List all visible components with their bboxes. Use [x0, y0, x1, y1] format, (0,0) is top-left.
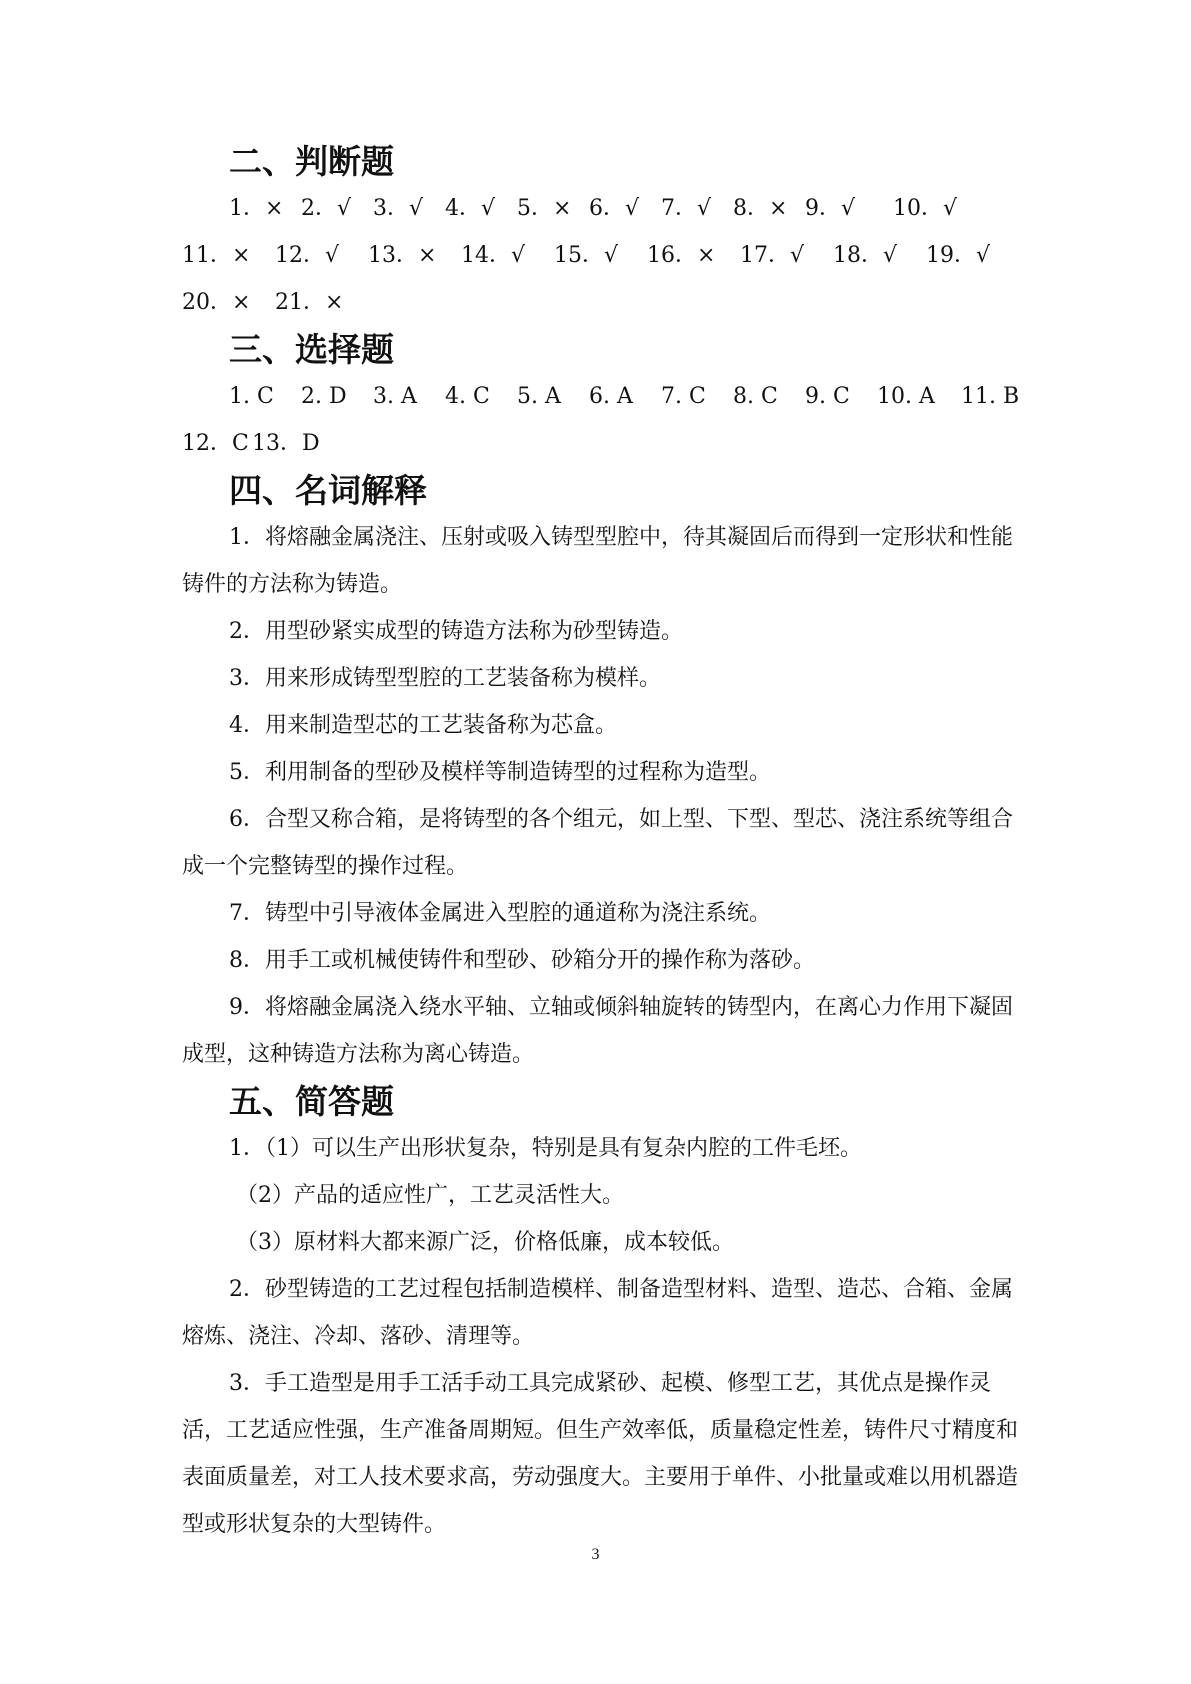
answer-cell: 12．C	[182, 431, 249, 456]
answer-cell: 14．√	[461, 243, 526, 268]
answer-cell: 18．√	[833, 243, 898, 268]
answer-cell: 20．×	[182, 290, 251, 315]
answer-cell: 2．√	[301, 196, 352, 221]
answer-cell: 1. C	[229, 384, 274, 409]
answer-cell: 19．√	[926, 243, 991, 268]
short-answer-2: 2．砂型铸造的工艺过程包括制造模样、制备造型材料、造型、造芯、合箱、金属熔炼、浇注、冷却、落砂、清理等。	[182, 1277, 1013, 1349]
answer-cell: 2. D	[301, 384, 347, 409]
section-heading-judgment: 二、判断题	[229, 142, 394, 181]
answer-row	[182, 279, 1022, 326]
answer-cell: 8．×	[733, 196, 788, 221]
answer-row	[182, 185, 1022, 232]
term-definition: 9．将熔融金属浇入绕水平轴、立轴或倾斜轴旋转的铸型内，在离心力作用下凝固成型，这种铸造方法称为离心铸造。	[182, 995, 1013, 1067]
answer-cell: 12．√	[275, 243, 340, 268]
term-definition: 5．利用制备的型砂及模样等制造铸型的过程称为造型。	[229, 760, 771, 785]
answer-cell: 5．×	[517, 196, 572, 221]
term-definition: 7．铸型中引导液体金属进入型腔的通道称为浇注系统。	[229, 901, 771, 926]
answer-cell: 7．√	[661, 196, 712, 221]
answer-cell: 11. B	[961, 384, 1020, 409]
section-heading-terms: 四、名词解释	[229, 471, 427, 510]
answer-cell: 7. C	[661, 384, 706, 409]
page-number: 3	[591, 1546, 600, 1563]
answer-cell: 3. A	[373, 384, 417, 409]
answer-cell: 8. C	[733, 384, 778, 409]
answer-cell: 9．√	[805, 196, 856, 221]
answer-cell: 10. A	[877, 384, 935, 409]
answer-row	[182, 232, 1022, 279]
term-definition: 3．用来形成铸型型腔的工艺装备称为模样。	[229, 666, 661, 691]
term-definition: 2．用型砂紧实成型的铸造方法称为砂型铸造。	[229, 619, 683, 644]
answer-cell: 17．√	[740, 243, 805, 268]
answer-cell: 10．√	[893, 196, 958, 221]
section-heading-choice: 三、选择题	[229, 330, 394, 369]
answer-cell: 6. A	[589, 384, 633, 409]
short-answer-1: 1．（1）可以生产出形状复杂，特别是具有复杂内腔的工件毛坯。	[229, 1136, 862, 1161]
section-heading-short-answer: 五、简答题	[229, 1082, 394, 1121]
short-answer-1-point-2: （2）产品的适应性广，工艺灵活性大。	[236, 1183, 624, 1208]
judgment-answer-grid	[182, 185, 1022, 326]
answer-cell: 6．√	[589, 196, 640, 221]
answer-cell: 9. C	[805, 384, 850, 409]
short-answer-3: 3．手工造型是用手工活手动工具完成紧砂、起模、修型工艺，其优点是操作灵活，工艺适应性强，生产准备周期短。但生产效率低，质量稳定性差，铸件尺寸精度和表面质量差，对工人技术要求高，劳动强度大。主要用于单件、小批量或难以用机器造型或形状复杂的大型铸件。	[182, 1371, 1019, 1537]
answer-cell: 11．×	[182, 243, 251, 268]
page-content	[182, 138, 1022, 1548]
term-definition: 1．将熔融金属浇注、压射或吸入铸型型腔中，待其凝固后而得到一定形状和性能铸件的方法称为铸造。	[182, 525, 1013, 597]
term-definition: 6．合型又称合箱，是将铸型的各个组元，如上型、下型、型芯、浇注系统等组合成一个完整铸型的操作过程。	[182, 807, 1013, 879]
answer-cell: 21．×	[275, 290, 344, 315]
answer-cell: 4．√	[445, 196, 496, 221]
answer-row	[182, 420, 1022, 467]
answer-row	[182, 373, 1022, 420]
answer-cell: 16．×	[647, 243, 716, 268]
answer-cell: 1．×	[229, 196, 284, 221]
answer-cell: 5. A	[517, 384, 561, 409]
answer-cell: 13．D	[252, 431, 320, 456]
answer-cell: 3．√	[373, 196, 424, 221]
choice-answer-grid	[182, 373, 1022, 467]
term-definition: 8．用手工或机械使铸件和型砂、砂箱分开的操作称为落砂。	[229, 948, 815, 973]
term-definition: 4．用来制造型芯的工艺装备称为芯盒。	[229, 713, 617, 738]
answer-cell: 13．×	[368, 243, 437, 268]
short-answer-1-point-3: （3）原材料大都来源广泛，价格低廉，成本较低。	[236, 1230, 734, 1255]
answer-cell: 4. C	[445, 384, 490, 409]
answer-cell: 15．√	[554, 243, 619, 268]
